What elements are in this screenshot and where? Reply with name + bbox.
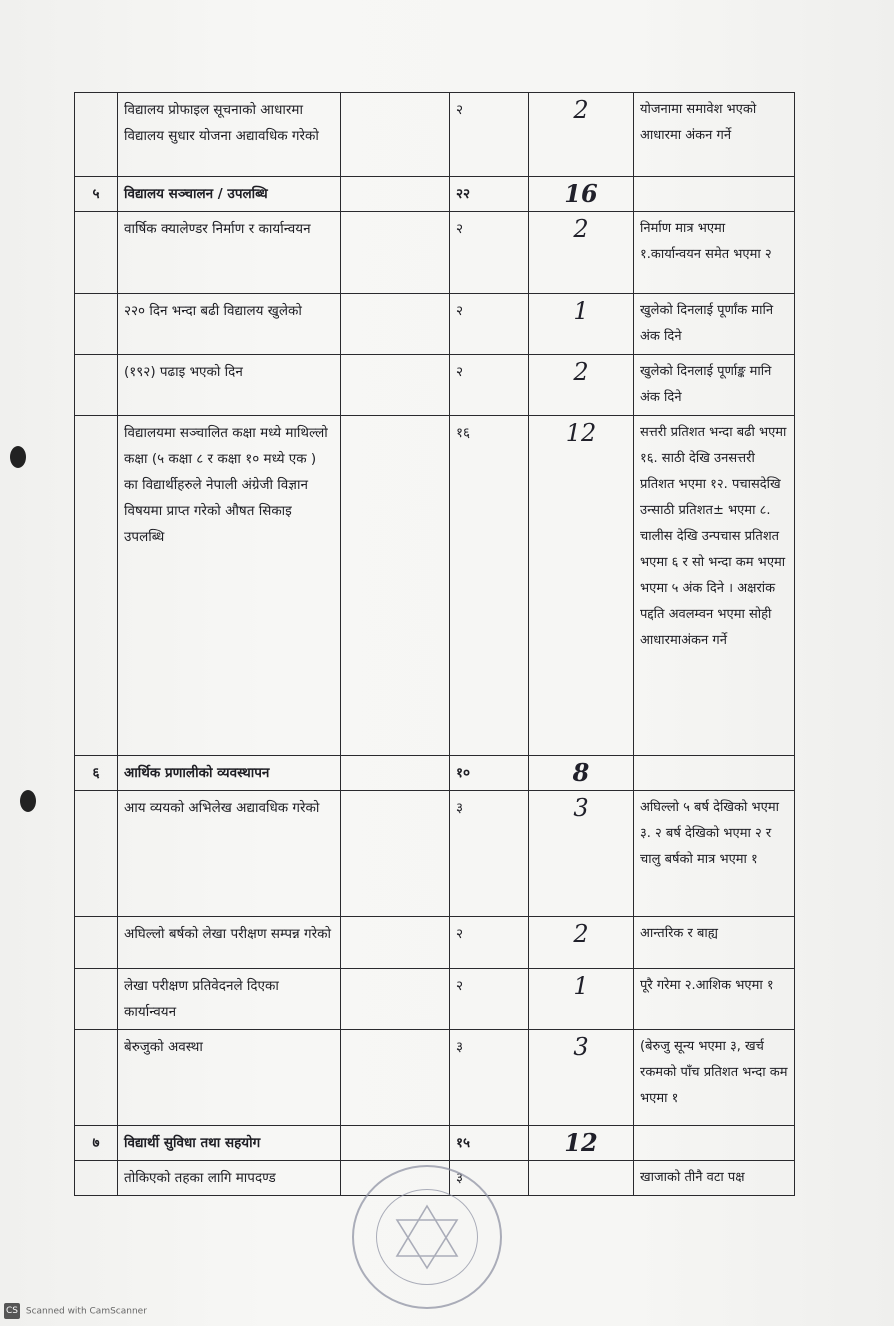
full-marks: ३ xyxy=(450,1161,529,1196)
obtained-marks xyxy=(529,791,634,917)
handwritten-mark: 3 xyxy=(573,794,589,822)
handwritten-mark: 1 xyxy=(573,972,589,1000)
handwritten-mark: 3 xyxy=(573,1033,589,1061)
camscanner-logo: CS xyxy=(4,1303,20,1319)
handwritten-mark: 16 xyxy=(564,179,598,208)
obtained-marks xyxy=(529,1030,634,1126)
criteria-description: विद्यालय सञ्चालन / उपलब्धि xyxy=(118,177,341,212)
scoring-remark: खुलेको दिनलाई पूर्णाङ्क मानि अंक दिने xyxy=(634,355,795,416)
scoring-remark: योजनामा समावेश भएको आधारमा अंकन गर्ने xyxy=(634,93,795,177)
serial-number: ६ xyxy=(75,756,118,791)
serial-number xyxy=(75,1161,118,1196)
section-row xyxy=(75,177,795,212)
punch-hole-top xyxy=(10,446,26,468)
scoring-remark: सत्तरी प्रतिशत भन्दा बढी भएमा १६. साठी देखि उनसत्तरी प्रतिशत भएमा १२. पचासदेखि उन्साठी प्रतिशत± भएमा ८. चालीस देखि उन्पचास प्रतिशत भएमा ६ र सो भन्दा कम भएमा भएमा ५ अंक दिने । अक्षरांक पद्दति अवलम्वन भएमा सोही आधारमाअंकन गर्ने xyxy=(634,416,795,756)
criteria-row xyxy=(75,1030,795,1126)
full-marks: १५ xyxy=(450,1126,529,1161)
serial-number xyxy=(75,355,118,416)
criteria-row xyxy=(75,355,795,416)
scanner-footer-text: Scanned with CamScanner xyxy=(25,1306,147,1317)
handwritten-mark: 12 xyxy=(564,1128,598,1157)
blank-cell xyxy=(341,791,450,917)
scoring-remark: पूरै गरेमा २.आशिक भएमा १ xyxy=(634,969,795,1030)
criteria-row xyxy=(75,294,795,355)
blank-cell xyxy=(341,212,450,294)
criteria-description: विद्यालयमा सञ्चालित कक्षा मध्ये माथिल्लो कक्षा (५ कक्षा ८ र कक्षा १० मध्ये एक ) का विद्यार्थीहरुले नेपाली अंग्रेजी विज्ञान विषयमा प्राप्त गरेको औषत सिकाइ उपलब्धि xyxy=(118,416,341,756)
scoring-remark xyxy=(634,1126,795,1161)
serial-number xyxy=(75,416,118,756)
serial-number: ५ xyxy=(75,177,118,212)
obtained-marks xyxy=(529,1161,634,1196)
criteria-description: लेखा परीक्षण प्रतिवेदनले दिएका कार्यान्वयन xyxy=(118,969,341,1030)
full-marks: ३ xyxy=(450,1030,529,1126)
full-marks: २ xyxy=(450,917,529,969)
criteria-row xyxy=(75,917,795,969)
serial-number xyxy=(75,93,118,177)
criteria-description: २२० दिन भन्दा बढी विद्यालय खुलेको xyxy=(118,294,341,355)
serial-number xyxy=(75,1030,118,1126)
obtained-marks xyxy=(529,416,634,756)
criteria-row xyxy=(75,416,795,756)
full-marks: २ xyxy=(450,969,529,1030)
criteria-row xyxy=(75,969,795,1030)
criteria-row xyxy=(75,93,795,177)
criteria-row xyxy=(75,212,795,294)
evaluation-table-body xyxy=(75,93,795,1196)
blank-cell xyxy=(341,756,450,791)
blank-cell xyxy=(341,93,450,177)
scoring-remark: (बेरुजु सून्य भएमा ३, खर्च रकमको पाँच प्रतिशत भन्दा कम भएमा १ xyxy=(634,1030,795,1126)
criteria-description: आर्थिक प्रणालीको व्यवस्थापन xyxy=(118,756,341,791)
obtained-marks xyxy=(529,177,634,212)
scoring-remark: आन्तरिक र बाह्य xyxy=(634,917,795,969)
obtained-marks xyxy=(529,212,634,294)
blank-cell xyxy=(341,355,450,416)
criteria-description: विद्यार्थी सुविधा तथा सहयोग xyxy=(118,1126,341,1161)
serial-number xyxy=(75,969,118,1030)
obtained-marks xyxy=(529,93,634,177)
obtained-marks xyxy=(529,756,634,791)
obtained-marks xyxy=(529,969,634,1030)
full-marks: २ xyxy=(450,355,529,416)
scoring-remark: खाजाको तीनै वटा पक्ष xyxy=(634,1161,795,1196)
obtained-marks xyxy=(529,294,634,355)
section-row xyxy=(75,756,795,791)
criteria-row xyxy=(75,791,795,917)
criteria-description: (१९२) पढाइ भएको दिन xyxy=(118,355,341,416)
serial-number xyxy=(75,791,118,917)
full-marks: १० xyxy=(450,756,529,791)
seal-star-icon xyxy=(377,1190,477,1284)
full-marks: ३ xyxy=(450,791,529,917)
blank-cell xyxy=(341,917,450,969)
handwritten-mark: 2 xyxy=(573,215,589,243)
criteria-description: विद्यालय प्रोफाइल सूचनाको आधारमा विद्यालय सुधार योजना अद्यावधिक गरेको xyxy=(118,93,341,177)
serial-number xyxy=(75,212,118,294)
handwritten-mark: 12 xyxy=(565,419,597,447)
full-marks: २२ xyxy=(450,177,529,212)
obtained-marks xyxy=(529,355,634,416)
criteria-description: अघिल्लो बर्षको लेखा परीक्षण सम्पन्न गरेको xyxy=(118,917,341,969)
handwritten-mark: 2 xyxy=(573,358,589,386)
scoring-remark xyxy=(634,756,795,791)
criteria-description: तोकिएको तहका लागि मापदण्ड xyxy=(118,1161,341,1196)
scoring-remark xyxy=(634,177,795,212)
serial-number: ७ xyxy=(75,1126,118,1161)
evaluation-table xyxy=(74,92,795,1196)
obtained-marks xyxy=(529,1126,634,1161)
serial-number xyxy=(75,294,118,355)
scanner-footer xyxy=(4,1303,147,1319)
blank-cell xyxy=(341,969,450,1030)
punch-hole-bottom xyxy=(20,790,36,812)
blank-cell xyxy=(341,294,450,355)
full-marks: १६ xyxy=(450,416,529,756)
section-row xyxy=(75,1126,795,1161)
blank-cell xyxy=(341,1126,450,1161)
full-marks: २ xyxy=(450,294,529,355)
full-marks: २ xyxy=(450,93,529,177)
school-seal xyxy=(352,1165,502,1309)
serial-number xyxy=(75,917,118,969)
handwritten-mark: 1 xyxy=(573,297,589,325)
criteria-description: वार्षिक क्यालेण्डर निर्माण र कार्यान्वयन xyxy=(118,212,341,294)
scoring-remark: अघिल्लो ५ बर्ष देखिको भएमा ३. २ बर्ष देखिको भएमा २ र चालु बर्षको मात्र भएमा १ xyxy=(634,791,795,917)
handwritten-mark: 8 xyxy=(572,758,590,787)
handwritten-mark: 2 xyxy=(573,96,589,124)
blank-cell xyxy=(341,177,450,212)
criteria-description: बेरुजुको अवस्था xyxy=(118,1030,341,1126)
seal-inner-ring xyxy=(376,1189,478,1285)
handwritten-mark: 2 xyxy=(573,920,589,948)
scoring-remark: खुलेको दिनलाई पूर्णांक मानि अंक दिने xyxy=(634,294,795,355)
criteria-description: आय व्ययको अभिलेख अद्यावधिक गरेको xyxy=(118,791,341,917)
scoring-remark: निर्माण मात्र भएमा १.कार्यान्वयन समेत भएमा २ xyxy=(634,212,795,294)
blank-cell xyxy=(341,416,450,756)
blank-cell xyxy=(341,1030,450,1126)
full-marks: २ xyxy=(450,212,529,294)
obtained-marks xyxy=(529,917,634,969)
